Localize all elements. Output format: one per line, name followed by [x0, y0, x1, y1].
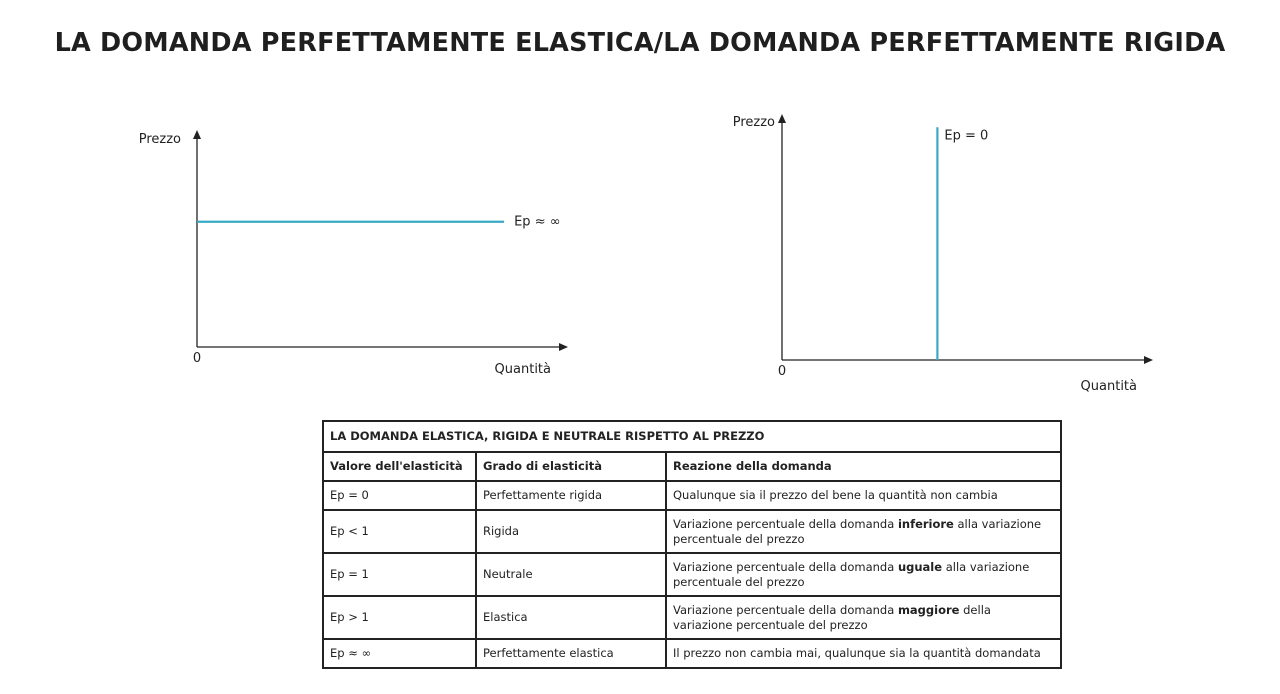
- cell-reaction: [666, 553, 1061, 596]
- reaction-bold: uguale: [897, 559, 943, 574]
- table-row: [323, 596, 1061, 639]
- cell-degree: Perfettamente elastica: [476, 639, 666, 668]
- cell-value: Ep = 0: [323, 481, 476, 510]
- reaction-before: Qualunque sia il prezzo del bene la quantità non cambia: [673, 488, 998, 502]
- cell-reaction: [666, 596, 1061, 639]
- x-axis-label: Quantità: [494, 362, 551, 377]
- origin-label: 0: [192, 351, 202, 366]
- page-title: LA DOMANDA PERFETTAMENTE ELASTICA/LA DOMANDA PERFETTAMENTE RIGIDA: [54, 28, 1226, 58]
- table-title-row: [323, 421, 1061, 452]
- cell-value: Ep = 1: [323, 553, 476, 596]
- header-degree: Grado di elasticità: [476, 452, 666, 481]
- table-title: LA DOMANDA ELASTICA, RIGIDA E NEUTRALE RISPETTO AL PREZZO: [323, 421, 1061, 452]
- table-row: [323, 639, 1061, 668]
- header-value: Valore dell'elasticità: [323, 452, 476, 481]
- reaction-before: Variazione percentuale della domanda: [673, 516, 898, 531]
- cell-degree: Perfettamente rigida: [476, 481, 666, 510]
- cell-reaction: [666, 510, 1061, 553]
- y-axis-arrow-icon: [778, 114, 786, 123]
- x-axis-arrow-icon: [1144, 356, 1153, 364]
- cell-degree: Elastica: [476, 596, 666, 639]
- elasticity-table: [322, 420, 1062, 669]
- reaction-after: alla variazione percentuale del prezzo: [673, 559, 1030, 589]
- reaction-before: Il prezzo non cambia mai, qualunque sia la quantità domandata: [673, 646, 1041, 660]
- table-row: [323, 553, 1061, 596]
- elasticity-label: Ep ≈ ∞: [514, 214, 561, 230]
- reaction-bold: inferiore: [897, 516, 954, 531]
- y-axis-label: Prezzo: [732, 115, 775, 130]
- reaction-before: Variazione percentuale della domanda: [673, 602, 898, 617]
- origin-label: 0: [777, 364, 787, 379]
- cell-value: Ep ≈ ∞: [323, 639, 476, 668]
- reaction-bold: maggiore: [897, 602, 960, 617]
- cell-degree: Neutrale: [476, 553, 666, 596]
- reaction-after: alla variazione percentuale del prezzo: [673, 516, 1042, 546]
- cell-reaction: [666, 481, 1061, 510]
- cell-degree: Rigida: [476, 510, 666, 553]
- reaction-before: Variazione percentuale della domanda: [673, 559, 898, 574]
- table-row: [323, 510, 1061, 553]
- table-header-row: [323, 452, 1061, 481]
- cell-reaction: [666, 639, 1061, 668]
- x-axis-label: Quantità: [1080, 379, 1137, 394]
- y-axis-label: Prezzo: [138, 132, 181, 147]
- table-row: [323, 481, 1061, 510]
- header-reaction: Reazione della domanda: [666, 452, 1061, 481]
- elasticity-label: Ep = 0: [944, 128, 989, 144]
- reaction-after: della variazione percentuale del prezzo: [673, 602, 991, 632]
- cell-value: Ep < 1: [323, 510, 476, 553]
- cell-value: Ep > 1: [323, 596, 476, 639]
